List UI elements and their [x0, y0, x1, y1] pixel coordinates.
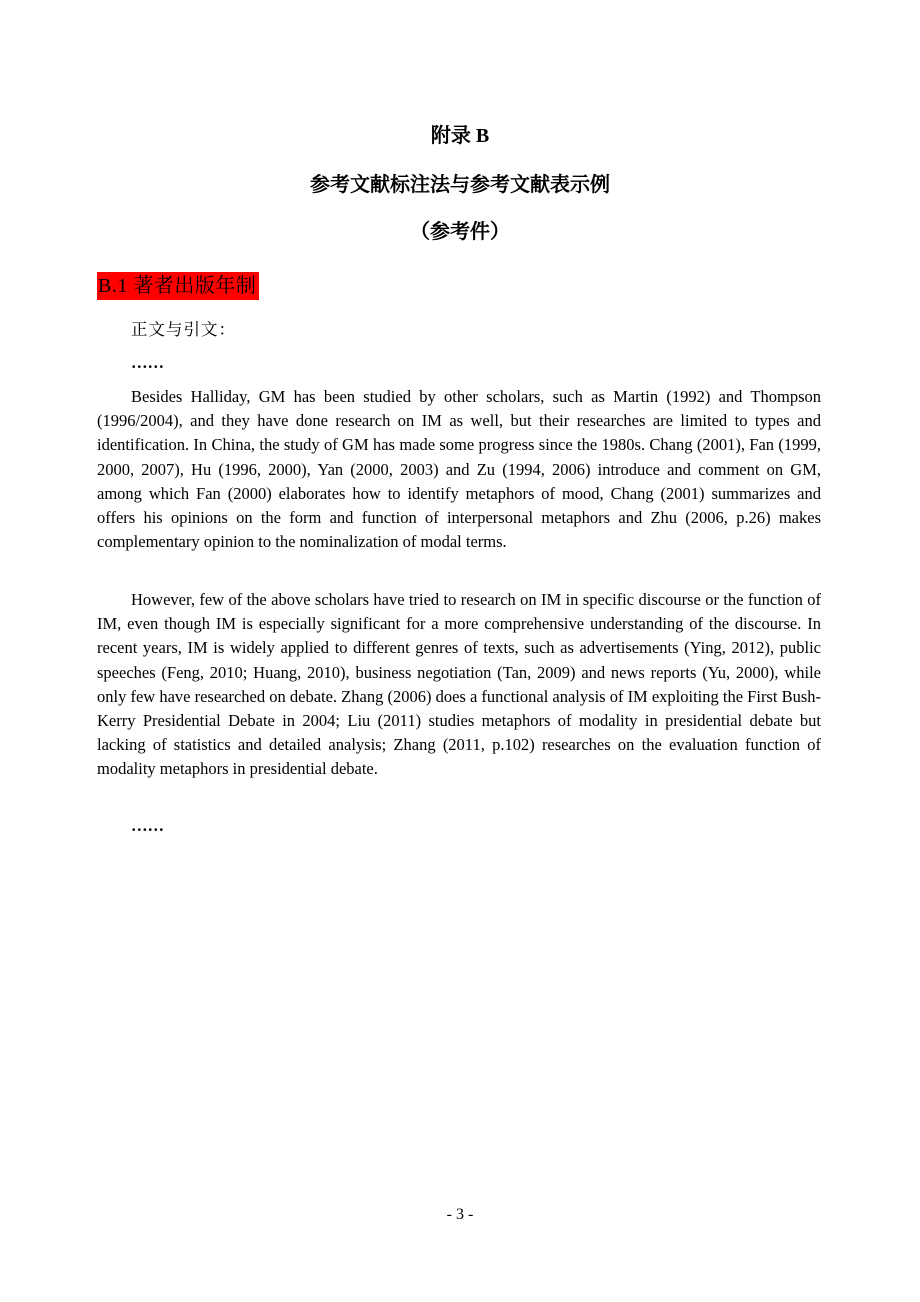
- paragraph-1: Besides Halliday, GM has been studied by other scholars, such as Martin (1992) and Thompson (1996/2004), and they have done research on IM as well, but their researches are limited to types and identification. In China, the study of GM has made some progress since the 1980s. Chang (2001), Fan (1999, 2000, 2007), Hu (1996, 2000), Yan (2000, 2003) and Zu (1994, 2006) introduce and comment on GM, among which Fan (2000) elaborates how to identify metaphors of mood, Chang (2001) summarizes and offers his opinions on the form and function of interpersonal metaphors and Zhu (2006, p.26) makes complementary opinion to the nominalization of modal terms.: [97, 387, 821, 552]
- main-title: 参考文献标注法与参考文献表示例: [310, 174, 610, 196]
- ellipsis-top: ……: [131, 353, 164, 372]
- ellipsis-bottom: ……: [131, 816, 164, 835]
- paragraph-2: However, few of the above scholars have tried to research on IM in specific discourse or the function of IM, even though IM is especially significant for a more comprehensive understanding of the discourse. In recent years, IM is widely applied to different genres of texts, such as advertisements (Ying, 2012), public speeches (Feng, 2010; Huang, 2010), business negotiation (Tan, 2009) and news reports (Yu, 2000), while only few have researched on debate. Zhang (2006) does a functional analysis of IM exploiting the First Bush-Kerry Presidential Debate in 2004; Liu (2011) studies metaphors of modality in presidential debate but lacking of statistics and detailed analysis; Zhang (2011, p.102) researches on the evaluation function of modality metaphors in presidential debate.: [97, 590, 821, 779]
- body-label: 正文与引文：: [131, 320, 236, 339]
- appendix-title: 附录 B: [430, 125, 490, 147]
- subtitle: （参考件）: [410, 221, 510, 243]
- page-number: - 3 -: [446, 1206, 474, 1223]
- section-heading: B.1 著者出版年制: [97, 272, 259, 300]
